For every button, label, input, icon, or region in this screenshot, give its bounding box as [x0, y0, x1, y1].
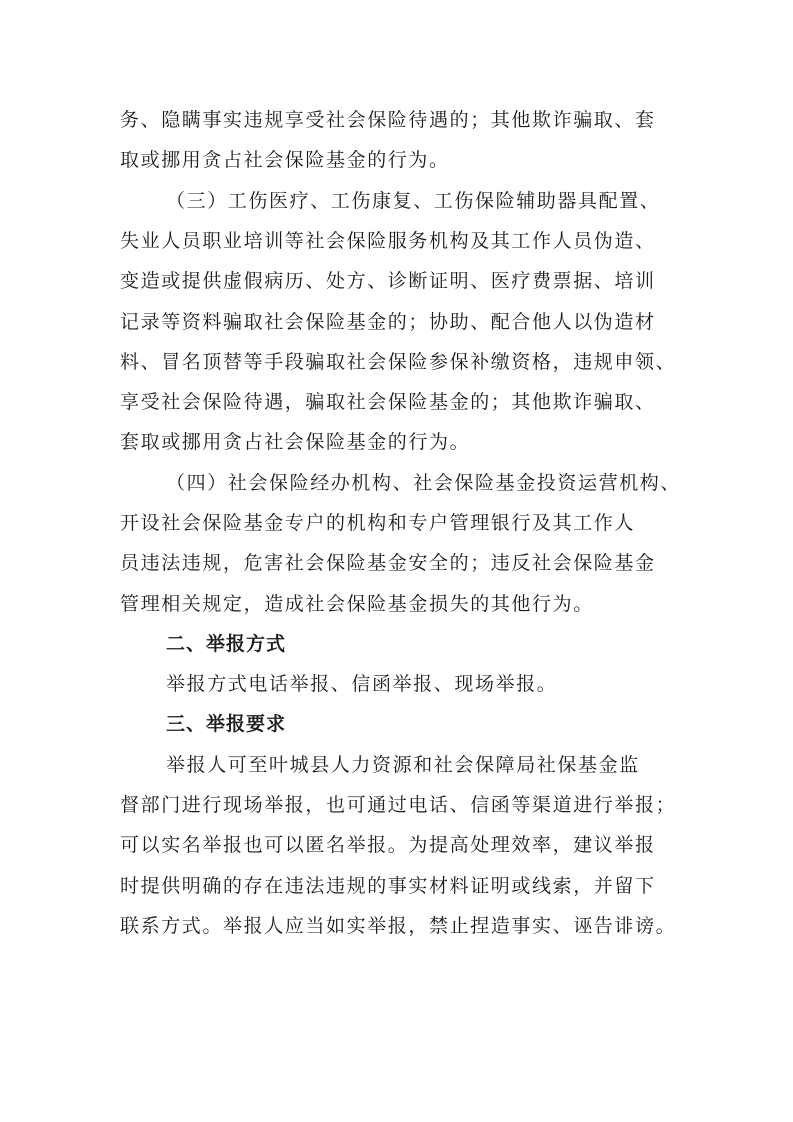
paragraph-line: 记录等资料骗取社会保险基金的；协助、配合他人以伪造材	[120, 311, 656, 333]
paragraph-line: 料、冒名顶替等手段骗取社会保险参保补缴资格，违规申领、	[120, 351, 677, 373]
paragraph-line: （四）社会保险经办机构、社会保险基金投资运营机构、	[166, 472, 682, 494]
paragraph-line: 可以实名举报也可以匿名举报。为提高处理效率，建议举报	[120, 834, 656, 856]
paragraph-line: 务、隐瞒事实违规享受社会保险待遇的；其他欺诈骗取、套	[120, 109, 656, 131]
paragraph-line: 套取或挪用贪占社会保险基金的行为。	[120, 431, 471, 453]
paragraph-line: 取或挪用贪占社会保险基金的行为。	[120, 149, 450, 171]
paragraph-line: 督部门进行现场举报，也可通过电话、信函等渠道进行举报；	[120, 794, 677, 816]
section-heading: 二、举报方式	[166, 633, 287, 655]
section-heading: 三、举报要求	[166, 713, 287, 735]
paragraph-line: 失业人员职业培训等社会保险服务机构及其工作人员伪造、	[120, 230, 656, 252]
paragraph-line: 举报方式电话举报、信函举报、现场举报。	[166, 673, 558, 695]
paragraph-line: 享受社会保险待遇，骗取社会保险基金的；其他欺诈骗取、	[120, 391, 656, 413]
paragraph-line: 举报人可至叶城县人力资源和社会保障局社保基金监	[166, 754, 640, 776]
paragraph-line: 管理相关规定，造成社会保险基金损失的其他行为。	[120, 593, 594, 615]
paragraph-line: 开设社会保险基金专户的机构和专户管理银行及其工作人	[120, 512, 636, 534]
paragraph-line: 时提供明确的存在违法违规的事实材料证明或线索，并留下	[120, 875, 656, 897]
paragraph-line: （三）工伤医疗、工伤康复、工伤保险辅助器具配置、	[166, 190, 661, 212]
paragraph-line: 员违法违规，危害社会保险基金安全的；违反社会保险基金	[120, 552, 656, 574]
paragraph-line: 变造或提供虚假病历、处方、诊断证明、医疗费票据、培训	[120, 270, 656, 292]
paragraph-line: 联系方式。举报人应当如实举报，禁止捏造事实、诬告诽谤。	[120, 915, 677, 937]
